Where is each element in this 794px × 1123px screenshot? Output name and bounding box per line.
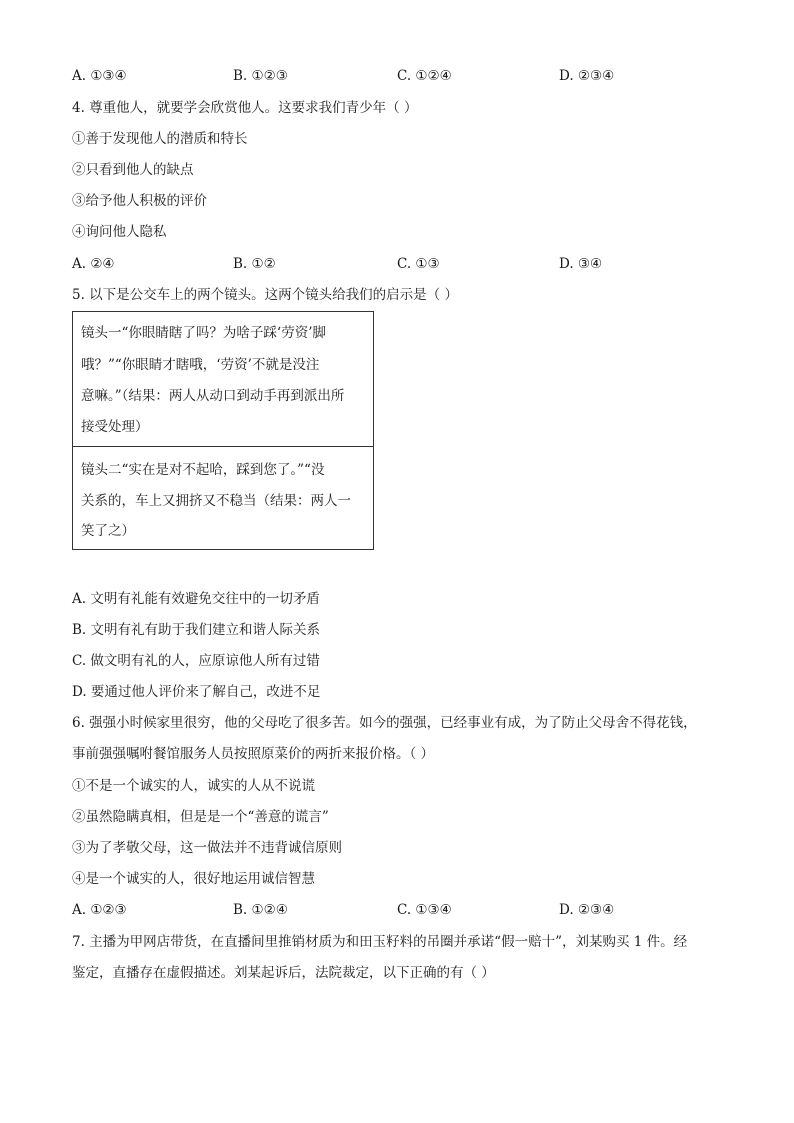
q6-option-c: C. ①③④ — [397, 902, 452, 918]
q5-scene1-line: 意嘛。”（结果：两人从动口到动手再到派出所 — [81, 388, 345, 404]
q4-item: ①善于发现他人的潜质和特长 — [72, 131, 248, 147]
q3-option-a: A. ①③④ — [72, 68, 127, 84]
q3-option-d: D. ②③④ — [559, 68, 615, 84]
q4-item: ②只看到他人的缺点 — [72, 162, 194, 178]
q5-scene2-line: 笑了之） — [81, 523, 135, 539]
q5-scene-table — [72, 311, 374, 550]
q4-item: ④询问他人隐私 — [72, 224, 167, 240]
q6-option-d: D. ②③④ — [559, 902, 615, 918]
q7-stem-line: 7. 主播为甲网店带货，在直播间里推销材质为和田玉籽料的吊圈并承诺“假一赔十”，刘某购买 1 件。经 — [72, 934, 688, 950]
q6-options — [72, 900, 722, 920]
q5-option-d: D. 要通过他人评价来了解自己，改进不足 — [72, 684, 321, 700]
q6-option-b: B. ①②④ — [233, 902, 288, 918]
q6-item: ①不是一个诚实的人，诚实的人从不说谎 — [72, 778, 315, 794]
q5-option-b: B. 文明有礼有助于我们建立和谐人际关系 — [72, 622, 321, 638]
q4-option-d: D. ③④ — [559, 256, 603, 272]
q5-scene2-line: 镜头二“实在是对不起哈，踩到您了。”“没 — [81, 462, 325, 478]
q5-stem: 5. 以下是公交车上的两个镜头。这两个镜头给我们的启示是（ ） — [72, 287, 458, 303]
q5-scene1-line: 哦？”“你眼睛才瞎哦，‘劳资’不就是没注 — [81, 357, 320, 373]
q6-item: ③为了孝敬父母，这一做法并不违背诚信原则 — [72, 840, 342, 856]
q4-options — [72, 254, 722, 274]
q3-option-c: C. ①②④ — [397, 68, 452, 84]
q4-option-a: A. ②④ — [72, 256, 115, 272]
q5-scene2-line: 关系的，车上又拥挤又不稳当（结果：两人一 — [81, 493, 351, 509]
q4-option-b: B. ①② — [233, 256, 276, 272]
q4-item: ③给予他人积极的评价 — [72, 193, 207, 209]
q6-item: ②虽然隐瞒真相，但是是一个“善意的谎言” — [72, 809, 329, 825]
q3-options — [72, 66, 722, 86]
q5-option-a: A. 文明有礼能有效避免交往中的一切矛盾 — [72, 591, 320, 607]
q4-option-c: C. ①③ — [397, 256, 440, 272]
q6-stem-line: 6. 强强小时候家里很穷，他的父母吃了很多苦。如今的强强，已经事业有成，为了防止父母舍不得花钱， — [72, 715, 697, 731]
q5-scene1-line: 镜头一“你眼睛瞎了吗？为啥子踩‘劳资’脚 — [81, 325, 326, 341]
q5-option-c: C. 做文明有礼的人，应原谅他人所有过错 — [72, 653, 320, 669]
q4-stem: 4. 尊重他人，就要学会欣赏他人。这要求我们青少年（ ） — [72, 100, 418, 116]
q6-option-a: A. ①②③ — [72, 902, 127, 918]
q6-item: ④是一个诚实的人，很好地运用诚信智慧 — [72, 871, 315, 887]
q5-scene1-line: 接受处理） — [81, 419, 149, 435]
q6-stem-line: 事前强强嘱咐餐馆服务人员按照原菜价的两折来报价格。（ ） — [72, 746, 435, 762]
q3-option-b: B. ①②③ — [233, 68, 288, 84]
table-divider — [73, 446, 373, 447]
q7-stem-line: 鉴定，直播存在虚假描述。刘某起诉后，法院裁定，以下正确的有（ ） — [72, 965, 495, 981]
